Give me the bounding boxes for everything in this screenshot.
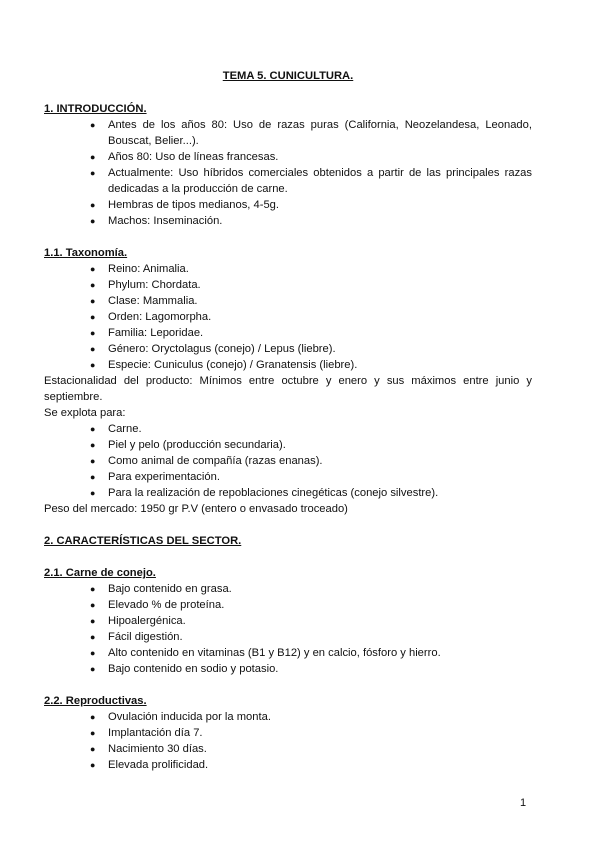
list-item: ● Para la realización de repoblaciones cinegéticas (conejo silvestre).	[90, 487, 439, 499]
document-title: TEMA 5. CUNICULTURA.	[222, 70, 354, 82]
list-item: ● Alto contenido en vitaminas (B1 y B12) y en calcio, fósforo y hierro.	[90, 647, 441, 659]
bullet-icon: ●	[90, 472, 96, 482]
bullet-icon: ●	[90, 200, 96, 210]
page-number: 1	[520, 797, 527, 809]
bullet-icon: ●	[90, 456, 96, 466]
bullet-icon: ●	[90, 728, 96, 738]
bullet-icon: ●	[90, 632, 96, 642]
list-item: ● Piel y pelo (producción secundaria).	[90, 439, 286, 451]
bullet-icon: ●	[90, 344, 96, 354]
list-item: ● Especie: Cuniculus (conejo) / Granatensis (liebre).	[90, 359, 358, 371]
list-item: ● Familia: Leporidae.	[90, 327, 204, 339]
list-item: ● Nacimiento 30 días.	[90, 743, 207, 755]
list-item: ● Hembras de tipos medianos, 4-5g.	[90, 199, 280, 211]
bullet-icon: ●	[90, 120, 96, 130]
bullet-icon: ●	[90, 616, 96, 626]
list-item: ● Elevado % de proteína.	[90, 599, 225, 611]
list-item: ● Carne.	[90, 423, 142, 435]
bullet-icon: ●	[90, 488, 96, 498]
bullet-icon: ●	[90, 712, 96, 722]
document-page	[44, 68, 532, 773]
introduccion-list	[44, 117, 532, 229]
section-caracteristicas-heading: 2. CARACTERÍSTICAS DEL SECTOR.	[44, 535, 242, 547]
list-item: ● Bajo contenido en grasa.	[90, 583, 232, 595]
list-item: ● Clase: Mammalia.	[90, 295, 198, 307]
list-item: ● Ovulación inducida por la monta.	[90, 711, 271, 723]
section-introduccion-heading: 1. INTRODUCCIÓN.	[44, 103, 147, 115]
bullet-icon: ●	[90, 216, 96, 226]
list-item: ● Actualmente: Uso híbridos comerciales obtenidos a partir de las principales razas dedicadas a la producción de carne.	[90, 167, 532, 195]
bullet-icon: ●	[90, 328, 96, 338]
carne-list	[44, 581, 532, 677]
bullet-icon: ●	[90, 280, 96, 290]
bullet-icon: ●	[90, 264, 96, 274]
bullet-icon: ●	[90, 664, 96, 674]
list-item: ● Género: Oryctolagus (conejo) / Lepus (liebre).	[90, 343, 336, 355]
list-item: ● Machos: Inseminación.	[90, 215, 223, 227]
list-item: ● Antes de los años 80: Uso de razas puras (California, Neozelandesa, Leonado, Bouscat, Belier...).	[90, 119, 532, 147]
seasonality-paragraph: Estacionalidad del producto: Mínimos entre octubre y enero y sus máximos entre junio y septiembre.	[44, 375, 532, 403]
bullet-icon: ●	[90, 648, 96, 658]
section-carne-heading: 2.1. Carne de conejo.	[44, 567, 156, 579]
taxonomia-list	[44, 261, 532, 373]
bullet-icon: ●	[90, 168, 96, 178]
bullet-icon: ●	[90, 744, 96, 754]
list-item: ● Como animal de compañía (razas enanas).	[90, 455, 323, 467]
list-item: ● Hipoalergénica.	[90, 615, 186, 627]
list-item: ● Phylum: Chordata.	[90, 279, 201, 291]
section-taxonomia-heading: 1.1. Taxonomía.	[44, 247, 128, 259]
list-item: ● Años 80: Uso de líneas francesas.	[90, 151, 279, 163]
bullet-icon: ●	[90, 296, 96, 306]
bullet-icon: ●	[90, 440, 96, 450]
list-item: ● Fácil digestión.	[90, 631, 183, 643]
bullet-icon: ●	[90, 312, 96, 322]
exploited-intro: Se explota para:	[44, 407, 126, 419]
reproductivas-list	[44, 709, 532, 773]
list-item: ● Para experimentación.	[90, 471, 220, 483]
bullet-icon: ●	[90, 152, 96, 162]
list-item: ● Implantación día 7.	[90, 727, 203, 739]
bullet-icon: ●	[90, 600, 96, 610]
list-item: ● Orden: Lagomorpha.	[90, 311, 212, 323]
bullet-icon: ●	[90, 760, 96, 770]
list-item: ● Bajo contenido en sodio y potasio.	[90, 663, 279, 675]
list-item: ● Reino: Animalia.	[90, 263, 189, 275]
bullet-icon: ●	[90, 584, 96, 594]
market-weight-paragraph: Peso del mercado: 1950 gr P.V (entero o envasado troceado)	[44, 503, 348, 515]
bullet-icon: ●	[90, 424, 96, 434]
section-reproductivas-heading: 2.2. Reproductivas.	[44, 695, 147, 707]
list-item: ● Elevada prolificidad.	[90, 759, 209, 771]
uses-list	[44, 421, 532, 501]
bullet-icon: ●	[90, 360, 96, 370]
